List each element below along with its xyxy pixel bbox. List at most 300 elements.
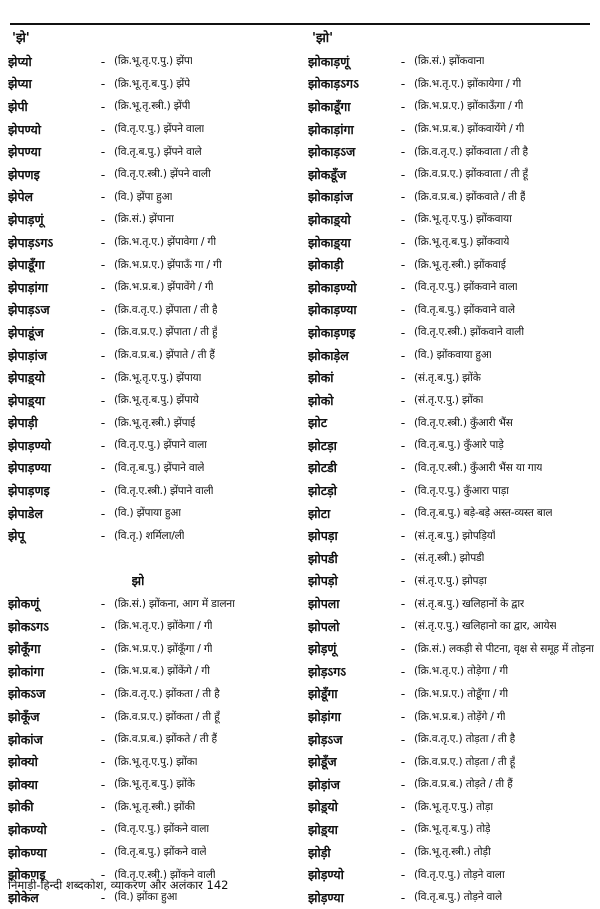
entry-meaning: (वि.तृ.ए.पु.) झेंपाने वाला <box>114 439 207 452</box>
entry-dash: - <box>100 53 106 69</box>
dictionary-entry <box>8 502 298 525</box>
headword: झोकूँज <box>8 709 40 725</box>
entry-dash: - <box>400 709 406 725</box>
dictionary-entry <box>308 886 600 909</box>
dictionary-entry <box>308 547 600 570</box>
entry-dash: - <box>100 302 106 318</box>
entry-meaning: (वि.तृ.ए.पु.) झेंपने वाला <box>114 123 205 136</box>
headword: झेपी <box>8 98 28 114</box>
headword: झोपडी <box>308 550 338 566</box>
headword: झोकाड़ांज <box>308 189 353 205</box>
entry-dash: - <box>400 596 406 612</box>
entry-meaning: (वि.तृ.ए.पु.) झोंकने वाला <box>114 823 209 836</box>
entry-meaning: (सं.तृ.ब.पु.) खलिहानों के द्वार <box>414 597 524 610</box>
entry-dash: - <box>400 754 406 770</box>
dictionary-entry <box>8 705 298 728</box>
dictionary-entry <box>308 140 600 163</box>
headword: झेप्यो <box>8 53 32 69</box>
entry-dash: - <box>100 641 106 657</box>
headword: झोकाड़ण्या <box>308 302 357 318</box>
entry-meaning: (क्रि.भ.प्र.ब.) झोंकवायेंगे / गी <box>414 123 525 136</box>
headword: झोडूँज <box>308 754 337 770</box>
entry-meaning: (वि.तृ.ब.पु.) झोंकने वाले <box>114 846 207 859</box>
headword: झेपाड़्या <box>8 392 45 408</box>
headword: झोकां <box>308 370 334 386</box>
headword: झोडूँगा <box>308 686 338 702</box>
entry-dash: - <box>100 505 106 521</box>
entry-meaning: (क्रि.व.प्र.ए.) झोंकता / ती हूँ <box>114 710 220 723</box>
entry-meaning: (वि.तृ.ए.स्त्री.) झेंपने वाली <box>114 168 211 181</box>
headword: झेपाड़ांगा <box>8 279 48 295</box>
entry-meaning: (वि.) झेंपा हुआ <box>114 190 173 203</box>
entry-meaning: (सं.तृ.ए.पु.) झोंका <box>414 394 484 407</box>
dictionary-entry <box>8 231 298 254</box>
dictionary-entry <box>8 140 298 163</box>
entry-dash: - <box>400 144 406 160</box>
entry-meaning: (क्रि.सं.) झोंकना, आग में डालना <box>114 597 235 610</box>
entry-dash: - <box>400 53 406 69</box>
dictionary-entry <box>308 570 600 593</box>
dictionary-entry <box>308 186 600 209</box>
entry-dash: - <box>100 211 106 227</box>
headword: झोकाड़ऽज <box>308 144 356 160</box>
entry-meaning: (क्रि.भ.प्र.ए.) झोंकूँगा / गी <box>114 642 213 655</box>
dictionary-entry <box>308 366 600 389</box>
headword: झोकाड़ी <box>308 257 344 273</box>
entry-meaning: (क्रि.भू.तृ.स्त्री.) झेंपी <box>114 100 191 113</box>
headword: झोड़ांज <box>308 776 340 792</box>
entry-dash: - <box>400 324 406 340</box>
dictionary-entry <box>308 705 600 728</box>
entry-dash: - <box>100 347 106 363</box>
entry-meaning: (सं.तृ.ब.पु.) झोंके <box>414 371 481 384</box>
entry-dash: - <box>100 370 106 386</box>
entry-meaning: (सं.तृ.ए.पु.) खलिहानो का द्वार, आयेस <box>414 620 557 633</box>
dictionary-entry <box>8 186 298 209</box>
entry-dash: - <box>100 618 106 634</box>
headword: झोकाड़ण्यो <box>308 279 357 295</box>
entry-meaning: (क्रि.व.प्र.ब.) तोड़ते / ती हैं <box>414 778 513 791</box>
entry-dash: - <box>400 415 406 431</box>
entry-dash: - <box>400 483 406 499</box>
headword: झेपू <box>8 528 25 544</box>
entry-dash: - <box>400 867 406 883</box>
entry-meaning: (सं.तृ.स्त्री.) झोपडी <box>414 552 485 565</box>
entry-meaning: (क्रि.सं.) लकड़ी से पीटना, वृक्ष से समूह में तोड़ना <box>414 642 594 655</box>
entry-dash: - <box>400 460 406 476</box>
dictionary-entry <box>8 73 298 96</box>
entry-dash: - <box>400 528 406 544</box>
entry-meaning: (क्रि.भ.तृ.ए.) तोड़ेगा / गी <box>414 665 508 678</box>
headword: झोकाड़ेल <box>308 347 349 363</box>
left-column-heading: 'झे' <box>12 31 30 46</box>
dictionary-entry <box>308 276 600 299</box>
headword: झेपाड़ण्यो <box>8 437 51 453</box>
dictionary-entry <box>8 750 298 773</box>
entry-meaning: (क्रि.भ.तृ.ए.) झोंकेगा / गी <box>114 620 213 633</box>
entry-dash: - <box>400 505 406 521</box>
entry-meaning: (क्रि.भू.तृ.स्त्री.) झेंपाई <box>114 416 196 429</box>
headword: झोड़ण्या <box>308 889 344 905</box>
entry-meaning: (वि.तृ.ब.पु.) झेंपाने वाले <box>114 461 205 474</box>
dictionary-entry <box>308 615 600 638</box>
entry-dash: - <box>100 799 106 815</box>
entry-meaning: (क्रि.भू.तृ.ब.पु.) झोंके <box>114 778 195 791</box>
dictionary-entry <box>308 344 600 367</box>
right-entry-list <box>308 50 600 909</box>
entry-meaning: (वि.तृ.ब.पु.) तोड़ने वाले <box>414 891 502 904</box>
entry-meaning: (क्रि.भू.तृ.ए.पु.) तोड़ा <box>414 800 493 813</box>
entry-dash: - <box>400 618 406 634</box>
headword: झोकाड़ांगा <box>308 121 354 137</box>
entry-dash: - <box>100 324 106 340</box>
entry-dash: - <box>400 302 406 318</box>
entry-meaning: (वि.) झेंपाया हुआ <box>114 507 181 520</box>
entry-dash: - <box>100 686 106 702</box>
entry-dash: - <box>400 437 406 453</box>
headword: झोक्या <box>8 776 38 792</box>
entry-meaning: (सं.तृ.ए.पु.) झोपड़ा <box>414 574 487 587</box>
entry-meaning: (क्रि.व.तृ.ए.) झेंपाता / ती है <box>114 303 218 316</box>
dictionary-entry <box>8 344 298 367</box>
headword: झेपाड़ऽज <box>8 302 50 318</box>
right-column-heading: 'झो' <box>312 31 334 46</box>
dictionary-entry <box>308 863 600 886</box>
dictionary-entry <box>8 660 298 683</box>
dictionary-entry <box>8 637 298 660</box>
dictionary-entry <box>308 321 600 344</box>
dictionary-entry <box>8 524 298 547</box>
dictionary-entry <box>308 660 600 683</box>
entry-dash: - <box>100 821 106 837</box>
entry-dash: - <box>100 234 106 250</box>
dictionary-entry <box>8 389 298 412</box>
headword: झोटा <box>308 505 331 521</box>
dictionary-entry <box>308 773 600 796</box>
entry-meaning: (क्रि.भू.तृ.स्त्री.) तोड़ी <box>414 846 491 859</box>
right-column <box>308 28 600 909</box>
dictionary-entry <box>8 95 298 118</box>
headword: झेपाड़ऽगऽ <box>8 234 54 250</box>
entry-meaning: (क्रि.सं.) झेंपाना <box>114 213 174 226</box>
headword: झेपाडूंज <box>8 324 44 340</box>
headword: झोकाड़णूं <box>308 53 350 69</box>
entry-dash: - <box>400 686 406 702</box>
dictionary-entry <box>8 479 298 502</box>
headword: झेपाड़णइ <box>8 483 50 499</box>
entry-dash: - <box>400 347 406 363</box>
dictionary-entry <box>8 796 298 819</box>
headword: झोड़ांगा <box>308 709 341 725</box>
dictionary-entry <box>8 208 298 231</box>
dictionary-entry <box>8 773 298 796</box>
left-entry-list-2 <box>8 592 298 908</box>
dictionary-entry <box>8 366 298 389</box>
dictionary-entry <box>308 683 600 706</box>
entry-dash: - <box>400 663 406 679</box>
headword: झेपण्यो <box>8 121 41 137</box>
dictionary-entry <box>308 479 600 502</box>
entry-dash: - <box>100 76 106 92</box>
dictionary-entry <box>8 592 298 615</box>
entry-meaning: (क्रि.भ.प्र.ए.) झेंपाऊँ गा / गी <box>114 258 222 271</box>
dictionary-entry <box>308 95 600 118</box>
headword: झोड़ण्यो <box>308 867 344 883</box>
headword: झोकी <box>8 799 34 815</box>
headword: झोकऽज <box>8 686 46 702</box>
entry-meaning: (क्रि.भू.तृ.स्त्री.) झोंकवाई <box>414 258 506 271</box>
left-entry-list <box>8 50 298 547</box>
dictionary-entry <box>8 841 298 864</box>
headword: झोड़्या <box>308 821 338 837</box>
entry-dash: - <box>400 776 406 792</box>
dictionary-entry <box>308 434 600 457</box>
entry-dash: - <box>100 392 106 408</box>
dictionary-entry <box>308 118 600 141</box>
entry-dash: - <box>100 663 106 679</box>
top-rule <box>10 23 590 25</box>
dictionary-entry <box>308 502 600 525</box>
entry-meaning: (क्रि.व.तृ.ए.) झोंकवाता / ती है <box>414 145 528 158</box>
entry-meaning: (क्रि.भ.प्र.ब.) झेंपावेंगे / गी <box>114 281 214 294</box>
headword: झेपाडूँगा <box>8 257 45 273</box>
headword: झोकाडूँगा <box>308 98 351 114</box>
entry-meaning: (क्रि.भू.तृ.ए.पु.) झेंपा <box>114 55 193 68</box>
entry-dash: - <box>400 392 406 408</box>
entry-dash: - <box>100 98 106 114</box>
entry-meaning: (क्रि.भ.प्र.ए.) तोडूँगा / गी <box>414 687 508 700</box>
dictionary-entry <box>8 163 298 186</box>
dictionary-entry <box>308 299 600 322</box>
entry-meaning: (क्रि.भ.तृ.ए.) झोंकायेगा / गी <box>414 77 522 90</box>
headword: झोपड़ा <box>308 528 338 544</box>
entry-dash: - <box>100 189 106 205</box>
entry-meaning: (वि.तृ.ए.स्त्री.) झेंपाने वाली <box>114 484 214 497</box>
dictionary-entry <box>308 592 600 615</box>
dictionary-entry <box>8 434 298 457</box>
dictionary-entry <box>308 163 600 186</box>
entry-meaning: (क्रि.व.तृ.ए.) झोंकता / ती है <box>114 687 220 700</box>
entry-meaning: (क्रि.भू.तृ.ब.पु.) झोंकवाये <box>414 236 510 249</box>
dictionary-entry <box>8 412 298 435</box>
dictionary-entry <box>8 728 298 751</box>
entry-meaning: (वि.तृ.ए.स्त्री.) झोंकवाने वाली <box>414 326 524 339</box>
headword: झेपण्या <box>8 144 41 160</box>
dictionary-entry <box>308 412 600 435</box>
entry-meaning: (वि.तृ.ए.पु.) झोंकवाने वाला <box>414 281 518 294</box>
entry-meaning: (क्रि.भू.तृ.ए.पु.) झेंपाया <box>114 371 202 384</box>
dictionary-entry <box>308 637 600 660</box>
headword: झोकांगा <box>8 663 44 679</box>
entry-dash: - <box>400 550 406 566</box>
dictionary-entry <box>308 818 600 841</box>
entry-meaning: (वि.तृ.) शर्मिला/ली <box>114 529 185 542</box>
entry-dash: - <box>100 460 106 476</box>
entry-meaning: (क्रि.व.प्र.ए.) झोंकवाता / ती हूँ <box>414 168 528 181</box>
dictionary-entry <box>8 276 298 299</box>
headword: झोक्यो <box>8 754 38 770</box>
dictionary-entry <box>308 524 600 547</box>
entry-meaning: (क्रि.भ.प्र.ब.) तोड़ेंगे / गी <box>414 710 506 723</box>
dictionary-entry <box>308 796 600 819</box>
entry-meaning: (क्रि.व.तृ.ए.) तोड़ता / ती है <box>414 733 516 746</box>
subsection-heading: झो <box>131 573 145 589</box>
entry-dash: - <box>100 596 106 612</box>
entry-dash: - <box>100 776 106 792</box>
headword: झोको <box>308 392 334 408</box>
entry-dash: - <box>400 889 406 905</box>
headword: झेपाड़ांज <box>8 347 47 363</box>
headword: झेपाड़णूं <box>8 211 44 227</box>
entry-dash: - <box>400 799 406 815</box>
entry-meaning: (क्रि.सं.) झोंकवाना <box>414 55 485 68</box>
headword: झोटडी <box>308 460 337 476</box>
entry-dash: - <box>100 754 106 770</box>
dictionary-entry <box>308 728 600 751</box>
dictionary-entry <box>308 50 600 73</box>
dictionary-entry <box>308 750 600 773</box>
entry-meaning: (वि.तृ.ब.पु.) झोंकवाने वाले <box>414 303 515 316</box>
entry-dash: - <box>100 528 106 544</box>
headword: झोड़्यो <box>308 799 338 815</box>
entry-dash: - <box>400 76 406 92</box>
entry-dash: - <box>100 437 106 453</box>
headword: झेपाड़्यो <box>8 370 45 386</box>
headword: झेपाडेल <box>8 505 43 521</box>
entry-dash: - <box>100 889 106 905</box>
left-column <box>8 28 298 909</box>
headword: झेपाड़ण्या <box>8 460 51 476</box>
headword: झोकणूं <box>8 596 40 612</box>
dictionary-entry <box>8 118 298 141</box>
headword: झोकाड़्या <box>308 234 351 250</box>
headword: झोकण्या <box>8 844 47 860</box>
headword: झोपला <box>308 596 340 612</box>
headword: झोकडूँज <box>308 166 347 182</box>
headword: झोटड़ो <box>308 483 337 499</box>
entry-dash: - <box>100 121 106 137</box>
dictionary-entry <box>308 457 600 480</box>
entry-dash: - <box>100 844 106 860</box>
entry-dash: - <box>400 234 406 250</box>
dictionary-entry <box>8 299 298 322</box>
dictionary-entry <box>308 841 600 864</box>
headword: झेपेल <box>8 189 34 205</box>
entry-dash: - <box>400 189 406 205</box>
headword: झोकूँगा <box>8 641 41 657</box>
entry-dash: - <box>400 370 406 386</box>
headword: झोकण्यो <box>8 821 47 837</box>
headword: झोकणइ <box>8 867 46 883</box>
entry-dash: - <box>400 211 406 227</box>
entry-meaning: (क्रि.भू.तृ.ए.पु.) झोंकवाया <box>414 213 512 226</box>
entry-meaning: (क्रि.भू.तृ.ब.पु.) तोड़े <box>414 823 491 836</box>
entry-dash: - <box>100 483 106 499</box>
entry-meaning: (वि.तृ.ब.पु.) झेंपने वाले <box>114 145 202 158</box>
entry-meaning: (वि.तृ.ब.पु.) बड़े-बड़े अस्त-व्यस्त बाल <box>414 507 553 520</box>
dictionary-entry <box>8 457 298 480</box>
headword: झेपाड़ी <box>8 415 38 431</box>
dictionary-entry <box>308 231 600 254</box>
entry-dash: - <box>400 121 406 137</box>
headword: झेप्या <box>8 76 32 92</box>
entry-meaning: (क्रि.भू.तृ.ए.पु.) झोंका <box>114 755 198 768</box>
entry-meaning: (वि.) झोंकवाया हुआ <box>414 349 492 362</box>
entry-meaning: (क्रि.व.प्र.ए.) झेंपाता / ती हूँ <box>114 326 218 339</box>
entry-dash: - <box>100 415 106 431</box>
entry-dash: - <box>400 257 406 273</box>
dictionary-entry <box>308 253 600 276</box>
headword: झोकेल <box>8 889 39 905</box>
entry-meaning: (वि.तृ.ए.पु.) कुँआरा पाड़ा <box>414 484 509 497</box>
headword: झोकाड़्यो <box>308 211 351 227</box>
headword: झोपलो <box>308 618 340 634</box>
entry-dash: - <box>400 166 406 182</box>
headword: झोड़णूं <box>308 641 337 657</box>
dictionary-entry <box>8 683 298 706</box>
headword: झोकाड़ऽगऽ <box>308 76 359 92</box>
entry-meaning: (क्रि.व.प्र.ब.) झेंपाते / ती हैं <box>114 349 215 362</box>
entry-meaning: (वि.) झोंका हुआ <box>114 891 178 904</box>
entry-dash: - <box>400 98 406 114</box>
dictionary-entry <box>308 389 600 412</box>
dictionary-entry <box>8 321 298 344</box>
headword: झोड़ऽज <box>308 731 343 747</box>
entry-dash: - <box>100 279 106 295</box>
entry-meaning: (क्रि.व.प्र.ए.) तोड़ता / ती हूँ <box>414 755 516 768</box>
entry-meaning: (वि.तृ.ए.स्त्री.) कुँआरी भैंस या गाय <box>414 461 543 474</box>
dictionary-entry <box>8 253 298 276</box>
headword: झोड़ऽगऽ <box>308 663 347 679</box>
headword: झोपड़ो <box>308 573 338 589</box>
subsection-heading-row <box>8 570 298 593</box>
headword: झेपणइ <box>8 166 40 182</box>
dictionary-entry <box>8 818 298 841</box>
entry-meaning: (क्रि.भ.तृ.ए.) झेंपावेगा / गी <box>114 236 216 249</box>
dictionary-entry <box>8 50 298 73</box>
entry-dash: - <box>100 166 106 182</box>
entry-dash: - <box>400 641 406 657</box>
dictionary-entry <box>8 615 298 638</box>
entry-dash: - <box>400 844 406 860</box>
entry-meaning: (क्रि.व.प्र.ब.) झोंकवाते / ती हैं <box>414 190 526 203</box>
entry-meaning: (वि.तृ.ए.पु.) तोड़ने वाला <box>414 868 505 881</box>
entry-meaning: (वि.तृ.ए.स्त्री.) झोंकने वाली <box>114 868 216 881</box>
entry-dash: - <box>100 257 106 273</box>
headword: झोड़ी <box>308 844 331 860</box>
headword: झोटड़ा <box>308 437 337 453</box>
entry-dash: - <box>100 709 106 725</box>
entry-dash: - <box>400 731 406 747</box>
entry-dash: - <box>400 821 406 837</box>
dictionary-entry <box>308 208 600 231</box>
headword: झोकांज <box>8 731 43 747</box>
entry-dash: - <box>100 144 106 160</box>
headword: झोट <box>308 415 327 431</box>
entry-meaning: (क्रि.व.प्र.ब.) झोंकते / ती हैं <box>114 733 217 746</box>
entry-dash: - <box>400 279 406 295</box>
entry-meaning: (क्रि.भ.प्र.ब.) झोंकेंगे / गी <box>114 665 210 678</box>
headword: झोकऽगऽ <box>8 618 50 634</box>
entry-meaning: (सं.तृ.ब.पु.) झोपड़ियाँ <box>414 529 496 542</box>
page-footer: निमाड़ी-हिन्दी शब्दकोश, व्याकरण और अलंकार 142 <box>8 878 229 892</box>
blank-row <box>8 547 298 570</box>
headword: झोकाड़णइ <box>308 324 356 340</box>
entry-dash: - <box>400 573 406 589</box>
entry-meaning: (वि.तृ.ब.पु.) कुँआरे पाड़े <box>414 439 504 452</box>
entry-meaning: (क्रि.भू.तृ.ब.पु.) झेंपे <box>114 77 190 90</box>
entry-meaning: (वि.तृ.ए.स्त्री.) कुँआरी भैंस <box>414 416 513 429</box>
